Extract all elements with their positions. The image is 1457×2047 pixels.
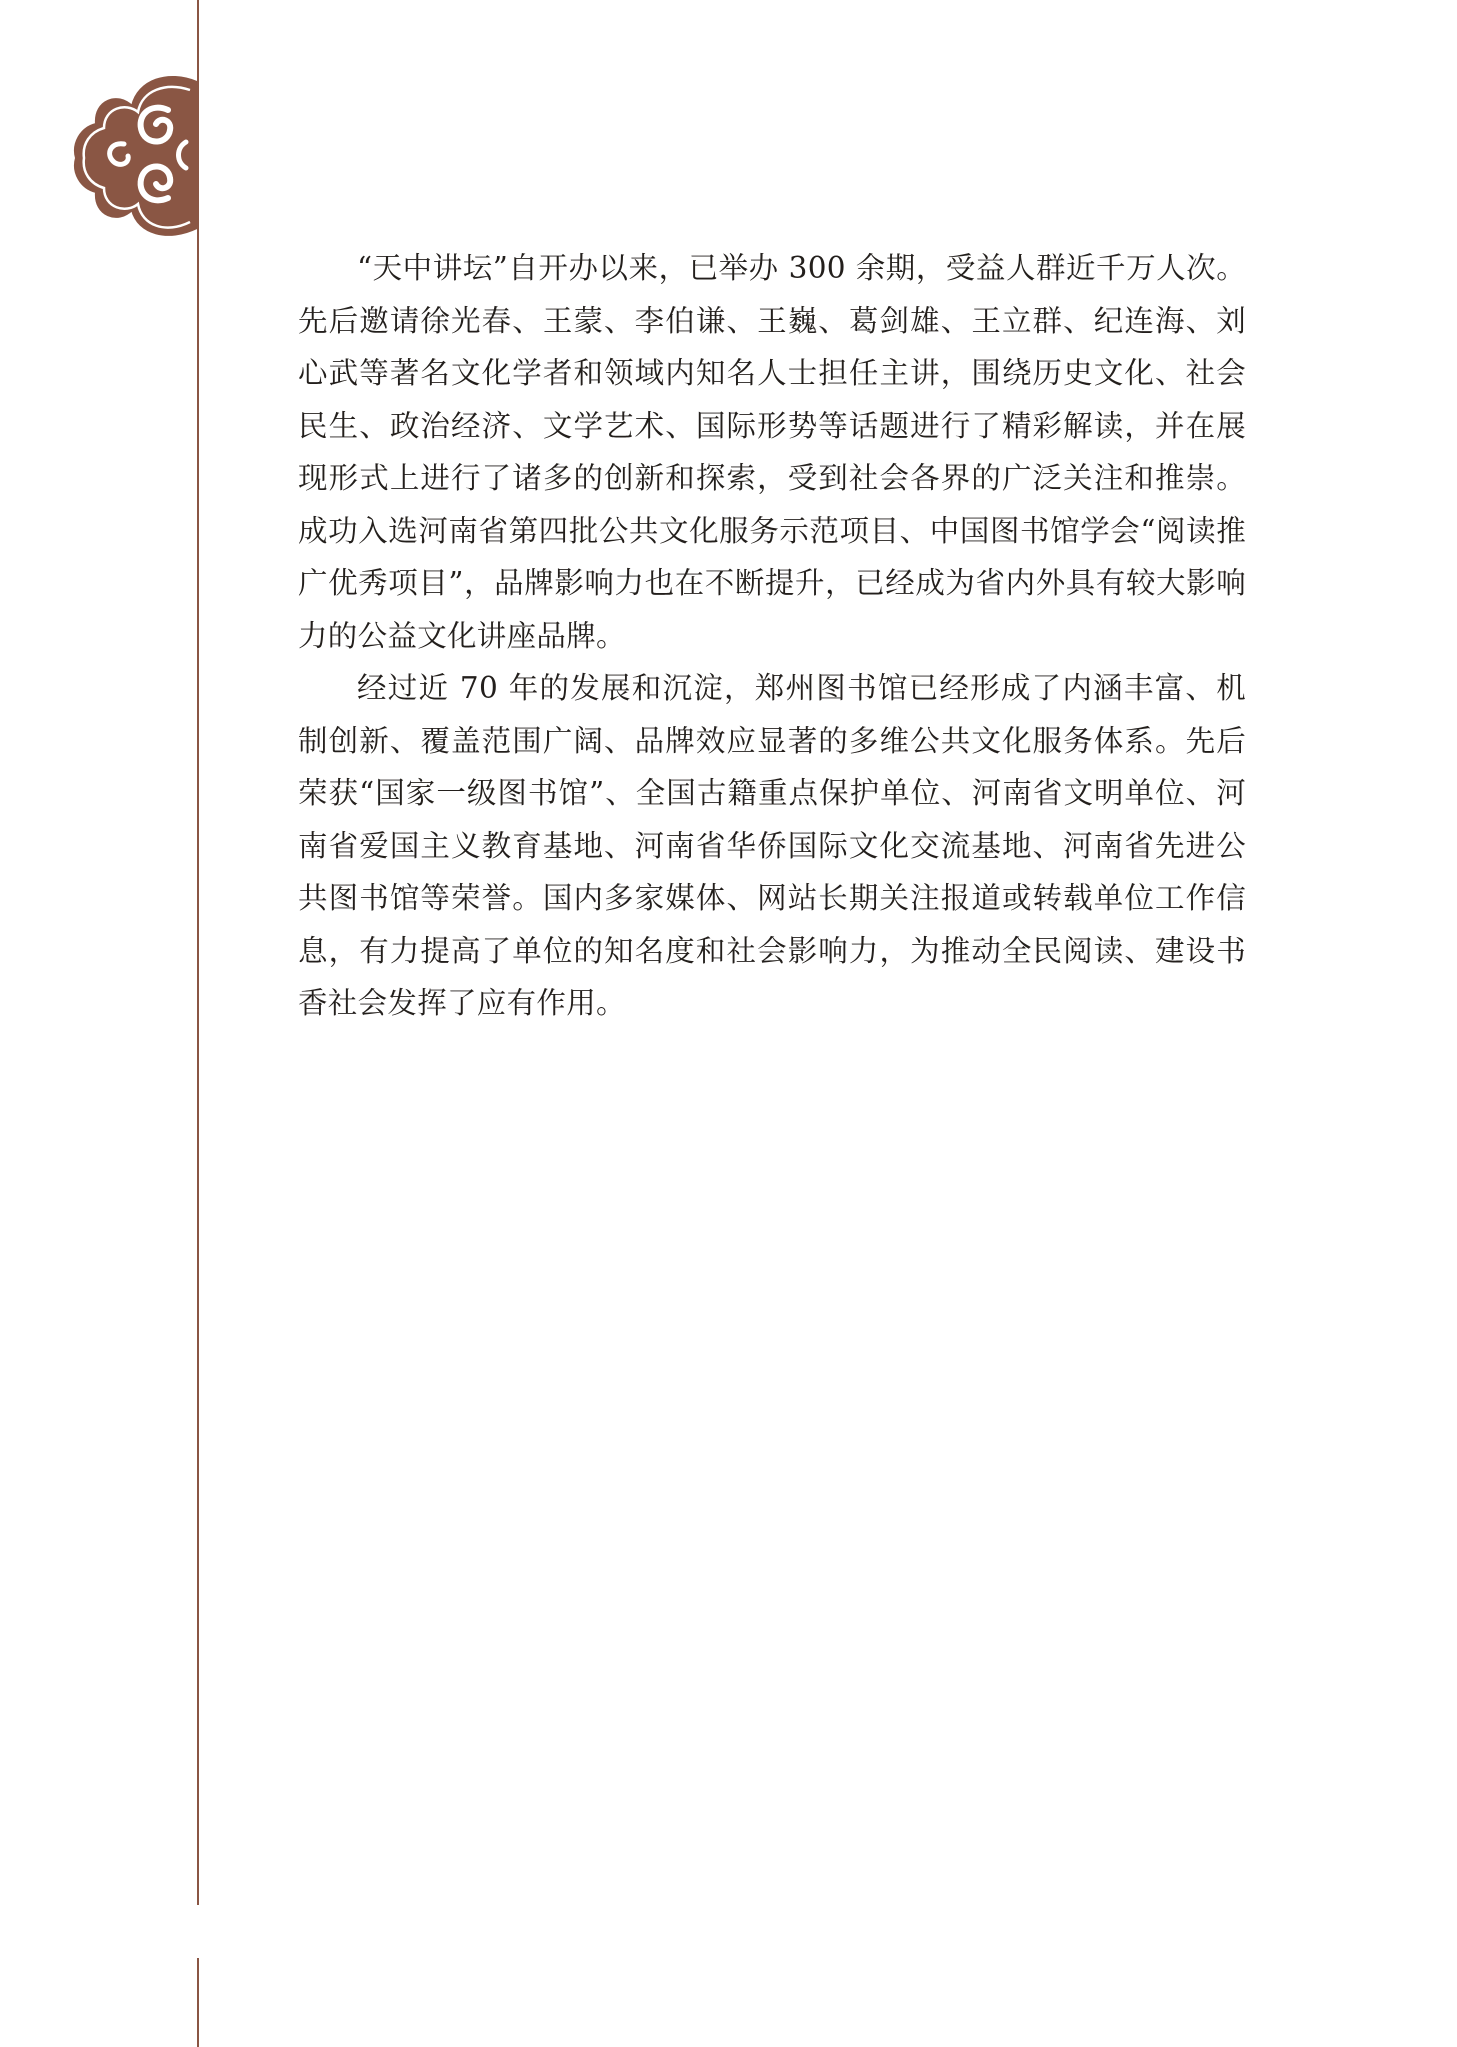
paragraph-2: 经过近 70 年的发展和沉淀，郑州图书馆已经形成了内涵丰富、机制创新、覆盖范围广阔、品牌效应显著的多维公共文化服务体系。先后荣获“国家一级图书馆”、全国古籍重点保护单位、河南省文明单位、河南省爱国主义教育基地、河南省华侨国际文化交流基地、河南省先进公共图书馆等荣誉。国内多家媒体、网站长期关注报道或转载单位工作信息，有力提高了单位的知名度和社会影响力，为推动全民阅读、建设书香社会发挥了应有作用。 bbox=[298, 671, 1246, 1020]
body-text bbox=[298, 242, 1246, 1030]
margin-rule-lower bbox=[197, 1958, 199, 2047]
auspicious-cloud-icon bbox=[72, 72, 202, 237]
margin-rule-upper bbox=[197, 0, 199, 1905]
paragraph-1: “天中讲坛”自开办以来，已举办 300 余期，受益人群近千万人次。先后邀请徐光春、王蒙、李伯谦、王巍、葛剑雄、王立群、纪连海、刘心武等著名文化学者和领域内知名人士担任主讲，围绕历史文化、社会民生、政治经济、文学艺术、国际形势等话题进行了精彩解读，并在展现形式上进行了诸多的创新和探索，受到社会各界的广泛关注和推崇。成功入选河南省第四批公共文化服务示范项目、中国图书馆学会“阅读推广优秀项目”，品牌影响力也在不断提升，已经成为省内外具有较大影响力的公益文化讲座品牌。 bbox=[298, 251, 1246, 653]
